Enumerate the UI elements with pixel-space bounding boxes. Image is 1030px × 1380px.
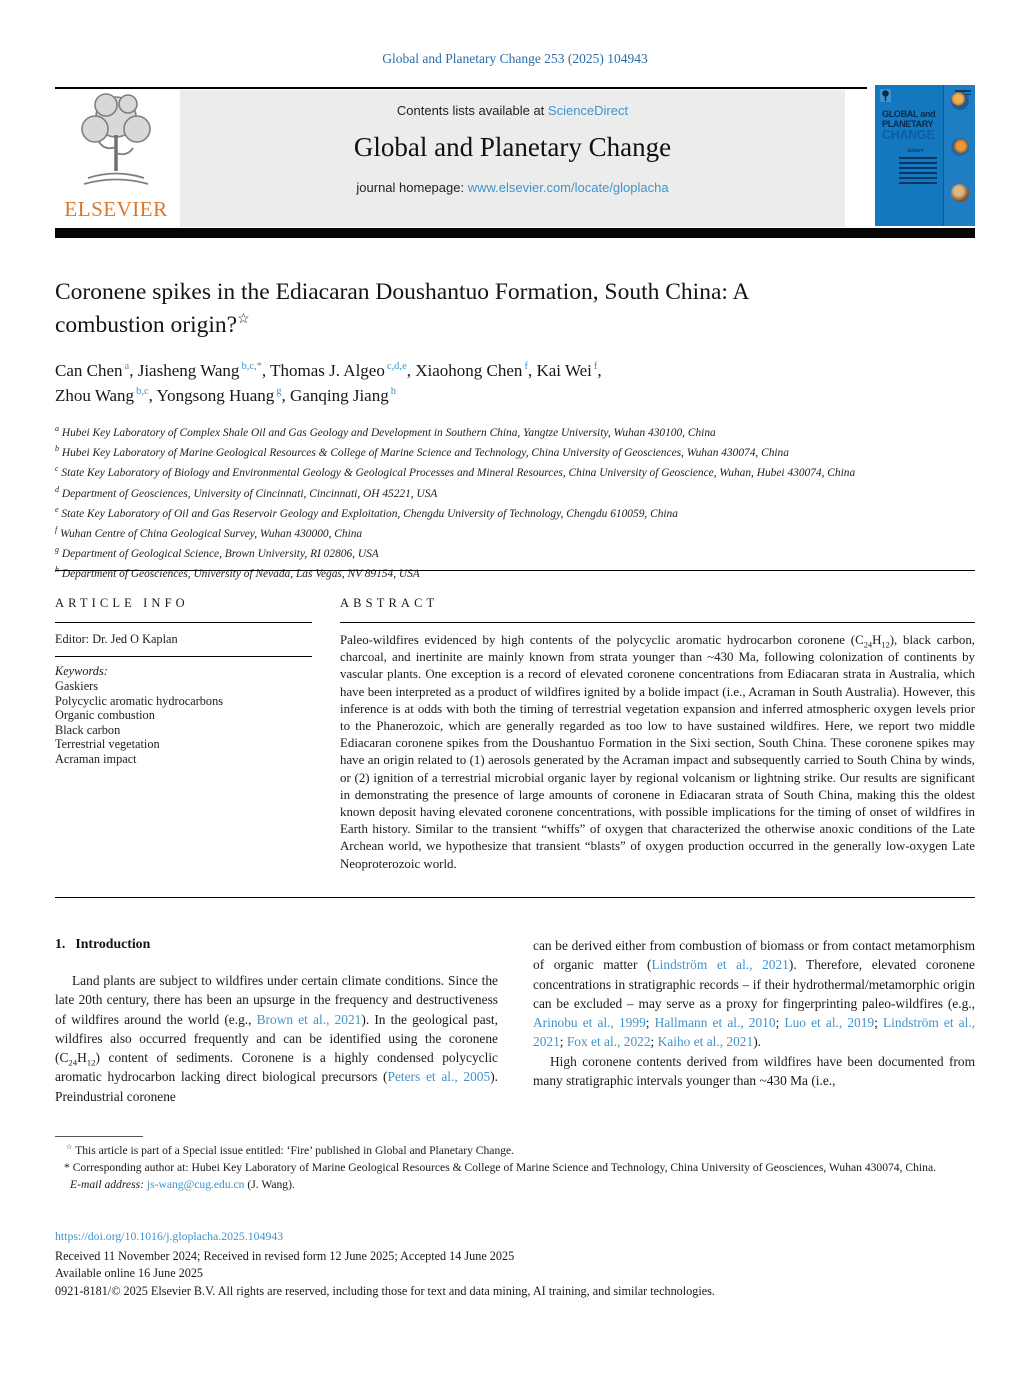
introduction-paragraph-2 (533, 1052, 975, 1091)
article-title (55, 276, 975, 342)
homepage-label: journal homepage: (356, 180, 468, 195)
author-affiliation-ref[interactable]: g (276, 386, 282, 398)
citation-link[interactable]: Peters et al., 2005 (387, 1069, 491, 1085)
body-right-column (533, 936, 975, 1090)
keyword: Gaskiers (55, 679, 99, 693)
author-affiliation-ref[interactable]: f (524, 361, 528, 373)
keyword: Polycyclic aromatic hydrocarbons (55, 693, 224, 708)
text-run: ), black carbon, charcoal, and inertinite are mainly known from strata younger than ~430 Ma, following colonization of continents by vascular plants. One exception is a record of elevated coronene concentrations from Ediacaran strata in Australia, which have been interpreted as a product of wildfires ignited by a bolide impact (i.e., Acraman in South Australia). However, this inference is at odds with both the timing of terrestrial vegetation expansion and inferred atmospheric oxygen levels prior to the Phanerozoic, which are generally regarded as too low to have sustained wildfires. Here, we report two middle Ediacaran coronene spikes from the Doushantuo Formation in the Sixi section, South China. These coronene spikes may have an origin related to (1) aerosols generated by the Acraman impact and subsequently carried to South China by winds, or (2) ignition of a terrestrial microbial organic layer by regional volcanism or lightning strike. Our results are significant in demonstrating the presence of large amounts of coronene in Ediacaran strata of South China, making this the oldest known deposit having elevated coronene concentrations, with possible implications for the timing of onset of wildfires in Earth history. Similar to the transient “whiffs” of oxygen that characterized the otherwise anoxic conditions of the Late Archean world, we hypothesize that transient “blasts” of oxygen production occurred in the generally low-oxygen Late Neoproterozoic world. (340, 633, 975, 871)
globe-icon (951, 184, 969, 202)
affiliation-item (55, 441, 961, 461)
author-affiliation-ref[interactable]: h (390, 386, 396, 398)
text-run: , Yongsong Huang (148, 386, 275, 405)
corresponding-author-footnote (55, 1160, 975, 1177)
abstract-column (340, 596, 975, 873)
affiliation-marker: d (55, 484, 59, 494)
contents-text: Contents lists available at (396, 103, 548, 118)
email-footnote (55, 1177, 975, 1194)
author-affiliation-ref[interactable]: b,c,* (241, 361, 262, 373)
elsevier-logo[interactable] (55, 91, 177, 222)
text-run: , Kai Wei (527, 361, 592, 380)
body-left-column (55, 936, 498, 1106)
affiliation-item (55, 522, 961, 542)
cover-masthead-line3: CHANGE (882, 128, 935, 142)
affiliation-text: State Key Laboratory of Biology and Environmental Geology & Geological Processes and Mineral Resources, China University of Geoscience, Wuhan, Hubei 430074, China (61, 467, 856, 480)
text-run: Paleo-wildfires evidenced by high contents of the polycyclic aromatic hydrocarbon coronene (C (340, 633, 864, 647)
affiliation-marker: c (55, 464, 59, 474)
text-run: ). Therefore, elevated coronene concentrations in stratigraphic records – if their hydrothermal/metamorphic origin can be excluded – may serve as a proxy for fingerprinting paleo-wildfires (e.g., (533, 957, 975, 1011)
citation-link[interactable]: Fox et al., 2022 (566, 1034, 651, 1050)
chemical-subscript: 24 (68, 1057, 78, 1068)
journal-title: Global and Planetary Change (353, 132, 672, 162)
author-list (55, 358, 975, 408)
text-run: , (597, 361, 602, 380)
affiliation-item (55, 461, 961, 481)
homepage-line (180, 180, 845, 195)
column-rule (55, 656, 312, 657)
affiliations (55, 421, 961, 583)
author-affiliation-ref[interactable]: b,c (136, 386, 149, 398)
banner-center (180, 90, 845, 227)
citation-link[interactable]: Brown et al., 2021 (256, 1011, 362, 1027)
cover-masthead (882, 110, 935, 142)
citation-link[interactable]: Lindström et al., 2021 (533, 1015, 976, 1050)
text-run: can be derived either from combustion of biomass or from contact metamorphism of organic matter ( (533, 938, 975, 973)
column-rule (55, 622, 312, 623)
chemical-subscript: 12 (881, 640, 890, 650)
affiliation-marker: g (55, 545, 59, 555)
affiliation-item (55, 562, 961, 582)
affiliation-marker: h (55, 565, 59, 575)
author-line-2 (55, 383, 975, 408)
keyword: Terrestrial vegetation (55, 737, 160, 752)
keywords-label: Keywords: (55, 664, 108, 678)
abstract-text (340, 632, 975, 873)
superscript-marker: ☆ (66, 1143, 73, 1152)
citation-link[interactable]: Lindström et al., 2021 (651, 957, 789, 973)
citation-link[interactable]: Luo et al., 2019 (784, 1015, 875, 1031)
cover-masthead-line1: GLOBAL and (882, 109, 936, 119)
author-affiliation-ref[interactable]: a (124, 361, 130, 373)
text-run: ; (645, 1015, 655, 1031)
journal-cover-thumbnail[interactable] (875, 85, 975, 226)
banner-top-rule (55, 87, 867, 89)
cover-masthead-line2: PLANETARY (882, 118, 934, 129)
sciencedirect-link[interactable]: ScienceDirect (547, 103, 629, 118)
header-divider-bar (55, 228, 975, 238)
section-divider-rule (55, 570, 975, 571)
special-issue-mark[interactable]: ☆ (237, 312, 250, 328)
article-info-column (55, 596, 312, 767)
keyword: Black carbon (55, 722, 121, 737)
elsevier-wordmark: ELSEVIER (64, 197, 168, 221)
received-dates: Received 11 November 2024; Received in revised form 12 June 2025; Accepted 14 June 2025 (55, 1249, 515, 1263)
text-run: ; (650, 1034, 658, 1050)
affiliation-item (55, 482, 961, 502)
journal-citation: Global and Planetary Change 253 (2025) 104943 (382, 51, 648, 66)
section-number: 1. (55, 936, 66, 951)
text-run: (J. Wang). (244, 1177, 295, 1191)
text-run: , Ganqing Jiang (281, 386, 389, 405)
text-run: ). Preindustrial coronene (55, 1069, 498, 1104)
doi-link[interactable]: https://doi.org/10.1016/j.gloplacha.2025.104943 (55, 1229, 284, 1243)
affiliation-text: Hubei Key Laboratory of Marine Geological Resources & College of Marine Science and Technology, China University of Geosciences, Wuhan 430074, China (61, 447, 789, 459)
footnotes (55, 1143, 975, 1193)
special-issue-footnote (55, 1143, 975, 1160)
journal-homepage-link[interactable]: www.elsevier.com/locate/gloplacha (467, 180, 669, 195)
article-footer (55, 1229, 975, 1300)
text-run: * Corresponding author at: Hubei Key Laboratory of Marine Geological Resources & College of Marine Science and Technology, China University of Geosciences, Wuhan 430074, China. (64, 1160, 936, 1174)
abstract-heading: ABSTRACT (340, 596, 439, 610)
text-run: High coronene contents derived from wildfires have been documented from many stratigraphic intervals younger than ~430 Ma (i.e., (533, 1053, 975, 1089)
affiliation-marker: e (55, 504, 59, 514)
keyword: Acraman impact (55, 751, 137, 766)
text-run: , Jiasheng Wang (129, 361, 240, 380)
introduction-paragraph-continued (533, 936, 975, 1052)
citation-link[interactable]: Hallmann et al., 2010 (654, 1015, 776, 1031)
keyword: Organic combustion (55, 708, 155, 723)
author-affiliation-ref[interactable]: c,d,e (386, 361, 407, 373)
affiliation-text: Department of Geosciences, University of Cincinnati, Cincinnati, OH 45221, USA (61, 487, 438, 500)
affiliation-item (55, 421, 961, 441)
affiliation-text: Hubei Key Laboratory of Complex Shale Oil and Gas Geology and Development in Southern China, Yangtze University, Wuhan 430100, China (61, 426, 716, 439)
affiliation-text: Department of Geological Science, Brown University, RI 02806, USA (61, 548, 379, 561)
chemical-subscript: 12 (86, 1057, 96, 1068)
copyright-line: 0921-8181/© 2025 Elsevier B.V. All rights are reserved, including those for text and data mining, AI training, and similar technologies. (55, 1283, 715, 1298)
journal-banner (55, 90, 975, 227)
italic-label: E-mail address: (70, 1177, 144, 1191)
article-title-line2: combustion origin? (55, 312, 238, 338)
available-online: Available online 16 June 2025 (55, 1266, 204, 1281)
citation-link[interactable]: Arinobu et al., 1999 (533, 1015, 646, 1031)
text-run: ; (775, 1015, 785, 1031)
column-rule (340, 622, 975, 623)
article-title-line1: Coronene spikes in the Ediacaran Doushantuo Formation, South China: A (55, 279, 750, 305)
text-run: ; (874, 1015, 883, 1031)
editor-line: Editor: Dr. Jed O Kaplan (55, 632, 178, 646)
abstract-bottom-rule (55, 897, 975, 898)
affiliation-item (55, 542, 961, 562)
cover-editor-name-lines (899, 157, 937, 187)
author-line-1 (55, 358, 975, 383)
text-run: , Xiaohong Chen (406, 361, 523, 380)
globe-icon (951, 138, 969, 156)
introduction-heading (55, 936, 498, 952)
cover-editors-label: Editors (908, 148, 924, 154)
affiliation-text: Wuhan Centre of China Geological Survey, Wuhan 430000, China (60, 527, 363, 540)
text-run: , Thomas J. Algeo (261, 361, 385, 380)
article-info-heading: ARTICLE INFO (55, 596, 189, 610)
section-title: Introduction (75, 936, 151, 951)
affiliation-item (55, 502, 961, 522)
text-run: ). In the geological past, wildfires also occurred frequently and can be identified using the coronene (C (55, 1011, 498, 1066)
text-run: This article is part of a Special issue entitled: ‘Fire’ published in Global and Planetary Change. (72, 1144, 515, 1157)
text-run: H (872, 633, 882, 647)
citation-link[interactable]: Kaiho et al., 2021 (657, 1034, 754, 1050)
citation-link[interactable]: js-wang@cug.edu.cn (146, 1177, 245, 1191)
affiliation-marker: b (55, 444, 59, 454)
text-run: ; (559, 1034, 567, 1050)
introduction-paragraph (55, 971, 498, 1106)
author-affiliation-ref[interactable]: f (593, 361, 598, 373)
elsevier-tree-icon (70, 91, 162, 191)
chemical-subscript: 24 (863, 640, 873, 650)
footnote-rule (55, 1136, 143, 1137)
text-run: ) content of sediments. Coronene is a highly condensed polycyclic aromatic hydrocarbon lacking direct biological precursors ( (55, 1050, 498, 1085)
affiliation-marker: f (55, 525, 58, 535)
affiliation-marker: a (55, 424, 59, 433)
text-run: H (77, 1050, 87, 1066)
contents-line (180, 103, 845, 118)
globe-icon (951, 92, 969, 110)
text-run: Can Chen (55, 361, 123, 380)
text-run: Land plants are subject to wildfires under certain climate conditions. Since the late 20th century, there has been an upsurge in the frequency and destructiveness of wildfires around the world (e.g., (55, 973, 498, 1027)
text-run: ). (753, 1034, 762, 1050)
text-run: Zhou Wang (55, 386, 135, 405)
cover-publisher-mark-icon (880, 89, 891, 102)
affiliation-text: State Key Laboratory of Oil and Gas Reservoir Geology and Exploitation, Chengdu University of Technology, Chengdu 610059, China (61, 507, 678, 520)
affiliation-text: Department of Geosciences, University of Nevada, Las Vegas, NV 89154, USA (61, 568, 420, 581)
